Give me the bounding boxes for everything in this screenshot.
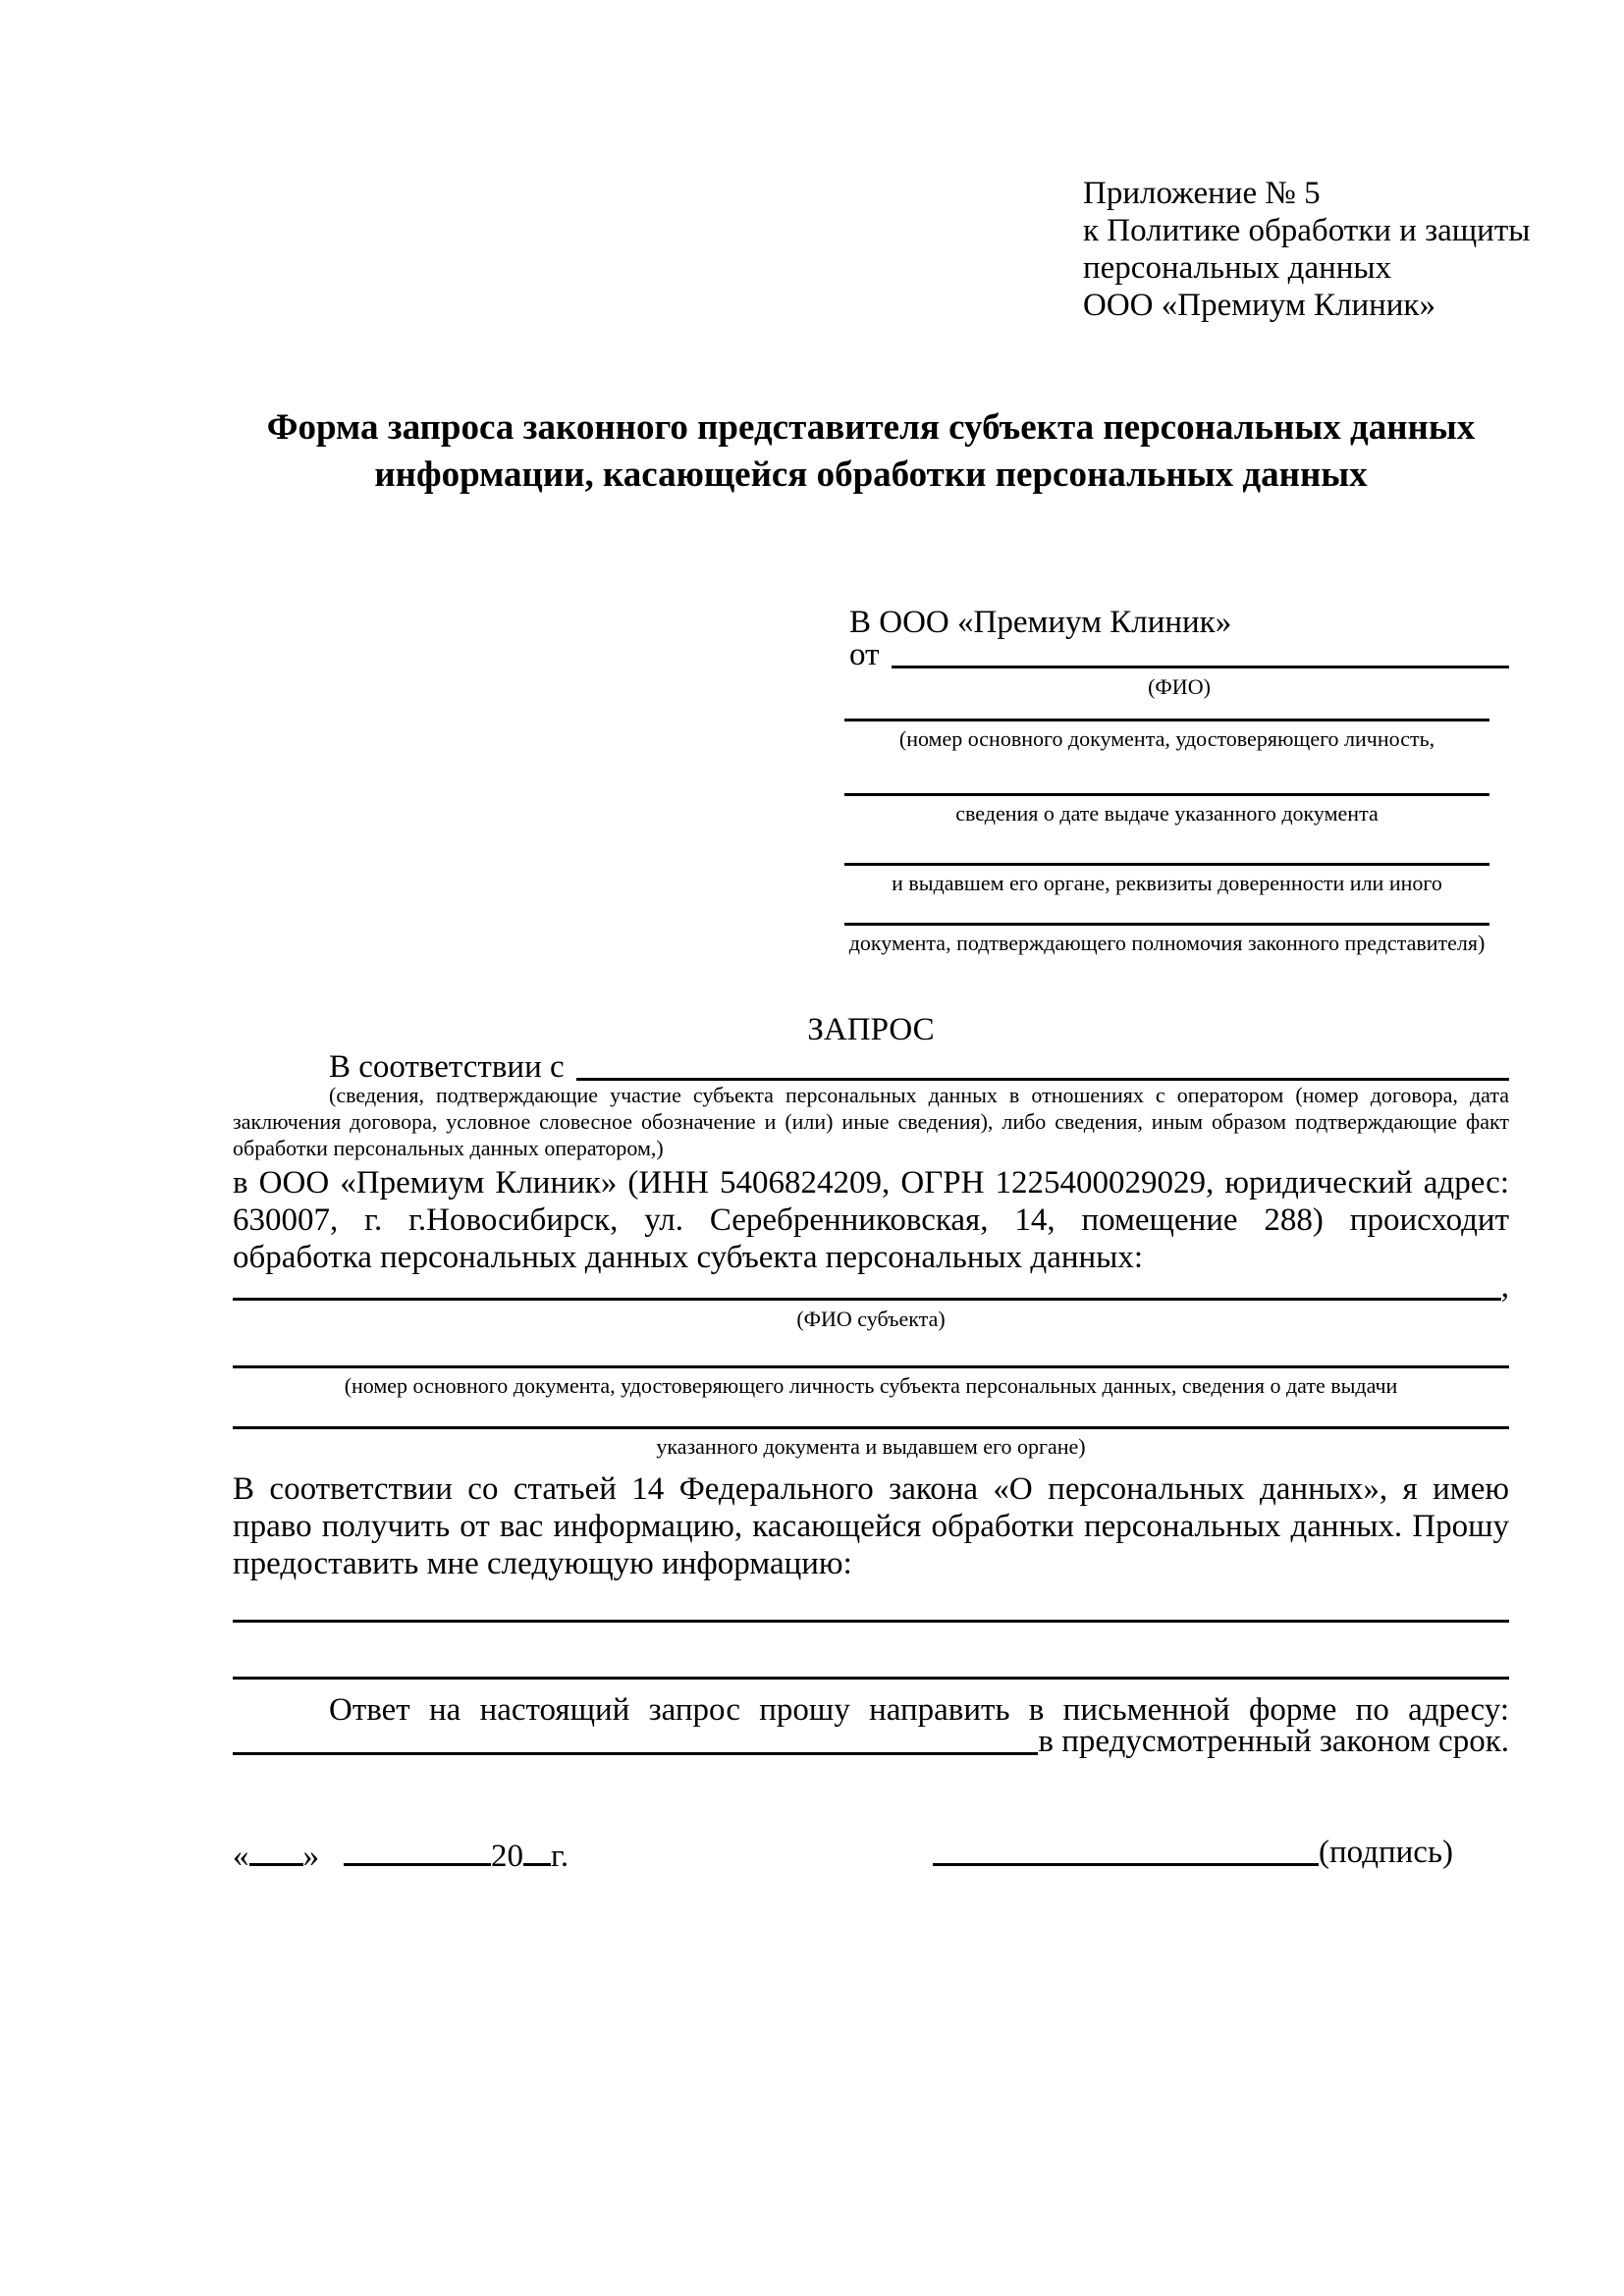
operator-paragraph: в ООО «Премиум Клиник» (ИНН 5406824209, ОГРН 1225400029029, юридический адрес: 630007, г. г.Новосибирск, ул. Серебренниковская, 14, помещение 288) происходит обработка персональных данных субъекта персональных данных: [233, 1165, 1509, 1275]
answer-tail: в предусмотренный законом срок. [1038, 1724, 1509, 1759]
fio-caption: (ФИО) [1148, 674, 1211, 699]
year-prefix: 20 [491, 1839, 523, 1874]
subject-doc-caption-1: (номер основного документа, удостоверяющего личность субъекта персональных данных, сведения о дате выдачи [344, 1373, 1398, 1398]
corner-line-1: Приложение № 5 [1083, 176, 1321, 211]
year-suffix: г. [551, 1839, 569, 1874]
from-label: от [849, 637, 880, 672]
date-quote-open: « [233, 1839, 249, 1874]
intro-label: В соответствии с [329, 1049, 565, 1085]
from-blank-line [892, 636, 1510, 668]
doc-caption-3: и выдавшем его органе, реквизиты доверенности или иного [892, 871, 1442, 895]
signature-row [933, 1834, 1453, 1871]
year-blank [523, 1834, 551, 1866]
request-heading: ЗАПРОС [807, 1012, 935, 1047]
answer-paragraph: Ответ на настоящий запрос прошу направить в письменной форме по адресу: [329, 1692, 1509, 1728]
document-title-line-2: информации, касающейся обработки персональных данных [374, 454, 1368, 495]
signature-caption: (подпись) [1319, 1835, 1453, 1870]
document-title [233, 404, 1509, 499]
intro-row [233, 1048, 1509, 1086]
doc-caption-1: (номер основного документа, удостоверяющего личность, [898, 726, 1435, 751]
corner-line-2: к Политике обработки и защиты [1083, 213, 1531, 248]
subject-fio-caption: (ФИО субъекта) [796, 1307, 946, 1331]
subject-row [233, 1268, 1509, 1306]
addressee-org: В ООО «Премиум Клиник» [849, 605, 1232, 640]
answer-tail-row [233, 1723, 1509, 1760]
doc-blank-group-4 [844, 923, 1489, 956]
doc-caption-2: сведения о дате выдаче указанного документа [955, 801, 1379, 826]
intro-caption: (сведения, подтверждающие участие субъекта персональных данных в отношениях с оператором (номер договора, дата заключения договора, условное словесное обозначение и (или) иные сведения), либо сведения, иным образом подтверждающие факт обработки персональных данных оператором,) [233, 1083, 1509, 1160]
date-quote-close: » [302, 1839, 319, 1874]
subject-doc-caption-2: указанного документа и выдавшем его органе) [656, 1434, 1086, 1459]
subject-blank-line [233, 1268, 1501, 1301]
doc-blank-group-3 [844, 863, 1489, 896]
month-blank [344, 1834, 491, 1866]
subject-doc-group-2 [233, 1426, 1509, 1460]
subject-comma: , [1500, 1269, 1509, 1305]
date-line [233, 1834, 568, 1875]
day-blank [249, 1834, 303, 1866]
info-blank-line-1 [233, 1620, 1509, 1623]
info-blank-line-2 [233, 1677, 1509, 1680]
corner-line-4: ООО «Премиум Клиник» [1083, 288, 1435, 323]
law-paragraph: В соответствии со статьей 14 Федерального закона «О персональных данных», я имею право получить от вас информацию, касающейся обработки персональных данных. Прошу предоставить мне следующую информацию: [233, 1471, 1509, 1581]
address-blank-line [233, 1723, 1038, 1755]
doc-blank-group-2 [844, 793, 1489, 827]
from-row [849, 636, 1509, 673]
corner-block [1083, 175, 1530, 324]
corner-line-3: персональных данных [1083, 250, 1392, 286]
document-title-line-1: Форма запроса законного представителя субъекта персональных данных [266, 407, 1476, 448]
signature-blank-line [933, 1834, 1319, 1866]
subject-doc-group-1 [233, 1365, 1509, 1399]
doc-blank-group-1 [844, 719, 1489, 752]
intro-blank-line [576, 1048, 1509, 1081]
doc-caption-4: документа, подтверждающего полномочия законного представителя) [848, 931, 1486, 955]
